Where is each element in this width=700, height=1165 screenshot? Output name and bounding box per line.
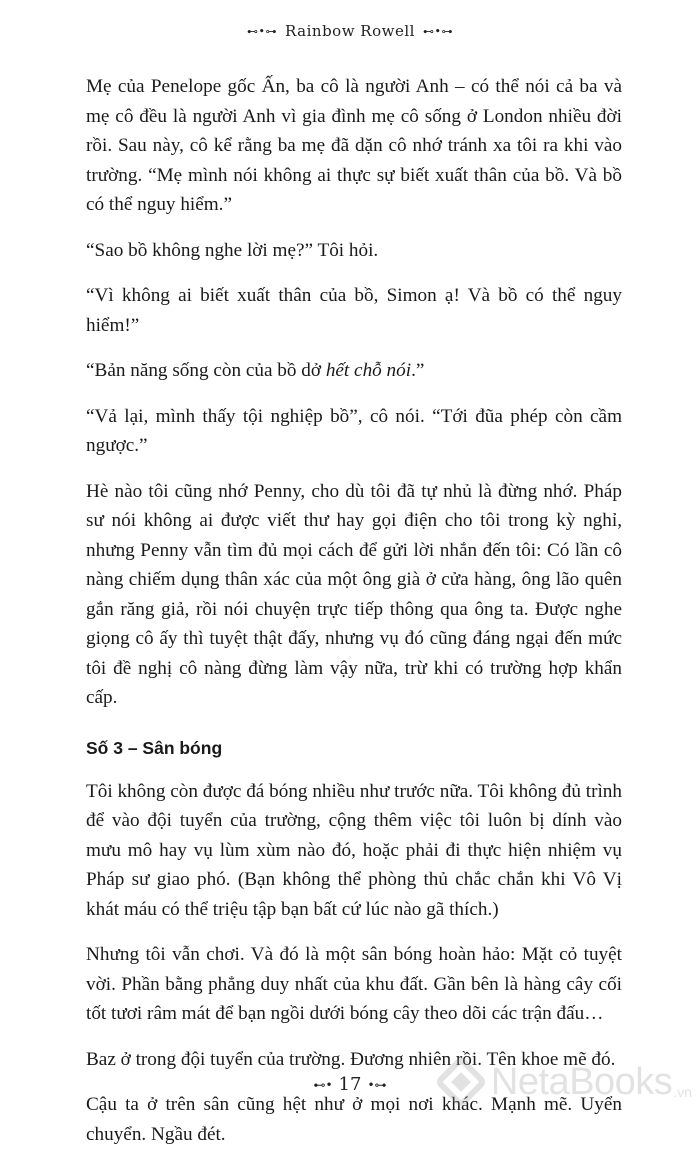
- watermark-brand: NetaBooks: [490, 1060, 673, 1103]
- paragraph: Cậu ta ở trên sân cũng hệt như ở mọi nơi khác. Mạnh mẽ. Uyển chuyển. Ngầu đét.: [86, 1094, 622, 1145]
- header-author: Rainbow Rowell: [285, 22, 415, 40]
- paragraph-text: .”: [411, 360, 425, 381]
- watermark: [435, 1056, 692, 1108]
- ornament-left-icon: ⊷•: [313, 1077, 333, 1092]
- ornament-right-icon: ⊷•⊶: [422, 24, 453, 38]
- paragraph: Tôi không còn được đá bóng nhiều như trước nữa. Tôi không đủ trình để vào đội tuyển của trường, cộng thêm việc tôi luôn bị dính vào mưu mô hay vụ lùm xùm nào đó, hoặc phải đi thực hiện nhiệm vụ Pháp sư giao phó. (Bạn không thể phòng thủ chắc chắn khi Vô Vị khát máu có thể triệu tập bạn bất cứ lúc nào gã thích.): [86, 780, 622, 920]
- ornament-left-icon: ⊷•⊶: [247, 24, 278, 38]
- section-heading: Số 3 – Sân bóng: [86, 737, 223, 758]
- paragraph: Mẹ của Penelope gốc Ấn, ba cô là người Anh – có thể nói cả ba và mẹ cô đều là người Anh vì gia đình mẹ cô sống ở London nhiều đời rồi. Sau này, cô kể rằng ba mẹ đã dặn cô nhớ tránh xa tôi ra khi vào trường. “Mẹ mình nói không ai thực sự biết xuất thân của bồ. Và bồ có thể nguy hiểm.”: [86, 76, 622, 215]
- netabooks-logo-icon: [435, 1056, 487, 1108]
- paragraph: Nhưng tôi vẫn chơi. Và đó là một sân bóng hoàn hảo: Mặt cỏ tuyệt vời. Phần bằng phẳng duy nhất của khu đất. Gần bên là hàng cây cối tốt tươi râm mát để bạn ngồi dưới bóng cây theo dõi các trận đấu…: [86, 944, 622, 1024]
- paragraph: “Vả lại, mình thấy tội nghiệp bồ”, cô nói. “Tới đũa phép còn cầm ngược.”: [86, 405, 622, 456]
- paragraph: Baz ở trong đội tuyển của trường. Đương nhiên rồi. Tên khoe mẽ đó.: [86, 1048, 616, 1070]
- paragraph: [86, 356, 622, 386]
- ornament-right-icon: •⊶: [367, 1077, 387, 1092]
- paragraph: “Sao bồ không nghe lời mẹ?” Tôi hỏi.: [86, 239, 379, 261]
- italic-phrase: hết chỗ nói: [325, 360, 412, 381]
- page-body: [86, 72, 622, 1165]
- page-number: 17: [338, 1074, 362, 1095]
- running-header: [0, 22, 700, 40]
- watermark-domain: .vn: [673, 1084, 692, 1100]
- paragraph: Hè nào tôi cũng nhớ Penny, cho dù tôi đã tự nhủ là đừng nhớ. Pháp sư nói không ai được viết thư hay gọi điện cho tôi trong kỳ nghỉ, nhưng Penny vẫn tìm đủ mọi cách để gửi lời nhắn đến tôi: Có lần cô nàng chiếm dụng thân xác của một ông già ở cửa hàng, ông lão quên gắn răng giả, rồi nói chuyện trực tiếp thông qua ông ta. Được nghe giọng cô ấy thì tuyệt thật đấy, nhưng vụ đó cũng đáng ngại đến mức tôi đề nghị cô nàng đừng làm vậy nữa, trừ khi có trường hợp khẩn cấp.: [86, 480, 622, 708]
- paragraph: “Vì không ai biết xuất thân của bồ, Simon ạ! Và bồ có thể nguy hiểm!”: [86, 285, 622, 336]
- paragraph-text: “Bản năng sống còn của bồ dở: [86, 360, 326, 381]
